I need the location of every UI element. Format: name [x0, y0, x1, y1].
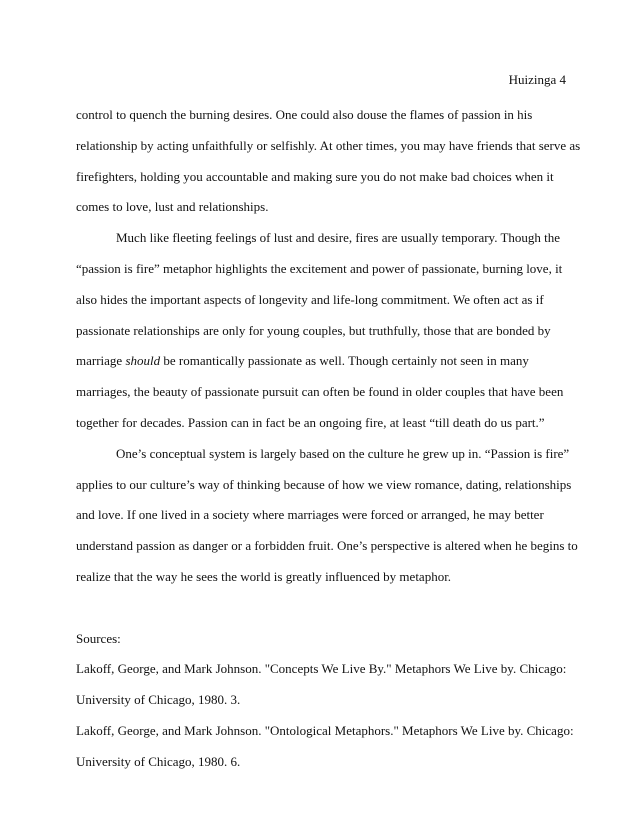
sources-heading: Sources: — [76, 630, 121, 646]
source-entry-line: University of Chicago, 1980. 6. — [76, 753, 241, 769]
sources-section — [76, 624, 574, 778]
text-line: understand passion as danger or a forbidden fruit. One’s perspective is altered when he begins to — [76, 538, 578, 554]
text-line: relationship by acting unfaithfully or selfishly. At other times, you may have friends that serve as — [76, 137, 581, 153]
paragraph-1 — [76, 100, 581, 223]
emphasized-word: should — [125, 353, 161, 369]
text-line: One’s conceptual system is largely based on the culture he grew up in. “Passion is fire” — [116, 445, 570, 461]
source-entry-line: University of Chicago, 1980. 3. — [76, 692, 241, 708]
text-line: also hides the important aspects of longevity and life-long commitment. We often act as if — [76, 291, 544, 307]
blank-line — [76, 593, 566, 624]
text-segment: marriage — [76, 353, 126, 369]
paragraph-3 — [76, 439, 578, 593]
source-entry-line: Lakoff, George, and Mark Johnson. "Ontological Metaphors." Metaphors We Live by. Chicago: — [76, 722, 574, 738]
text-line: realize that the way he sees the world is greatly influenced by metaphor. — [76, 568, 452, 584]
text-line: applies to our culture’s way of thinking because of how we view romance, dating, relationships — [76, 476, 572, 492]
running-head: Huizinga 4 — [508, 72, 566, 87]
text-line: together for decades. Passion can in fact be an ongoing fire, at least “till death do us part.” — [76, 414, 545, 430]
text-line: “passion is fire” metaphor highlights the excitement and power of passionate, burning love, it — [76, 260, 563, 276]
text-line: firefighters, holding you accountable and making sure you do not make bad choices when it — [76, 168, 554, 184]
text-line: marriages, the beauty of passionate pursuit can often be found in older couples that have been — [76, 384, 564, 400]
text-line: comes to love, lust and relationships. — [76, 199, 269, 215]
text-segment: be romantically passionate as well. Though certainly not seen in many — [160, 353, 529, 369]
text-line: Much like fleeting feelings of lust and desire, fires are usually temporary. Though the — [116, 230, 561, 246]
text-line: control to quench the burning desires. One could also douse the flames of passion in his — [76, 107, 533, 122]
paragraph-2 — [76, 223, 566, 439]
text-line: and love. If one lived in a society where marriages were forced or arranged, he may better — [76, 507, 544, 523]
source-entry-line: Lakoff, George, and Mark Johnson. "Concepts We Live By." Metaphors We Live by. Chicago: — [76, 661, 567, 677]
text-line — [76, 346, 566, 377]
body-text — [76, 100, 581, 778]
text-line: passionate relationships are only for young couples, but truthfully, those that are bonded by — [76, 322, 551, 338]
